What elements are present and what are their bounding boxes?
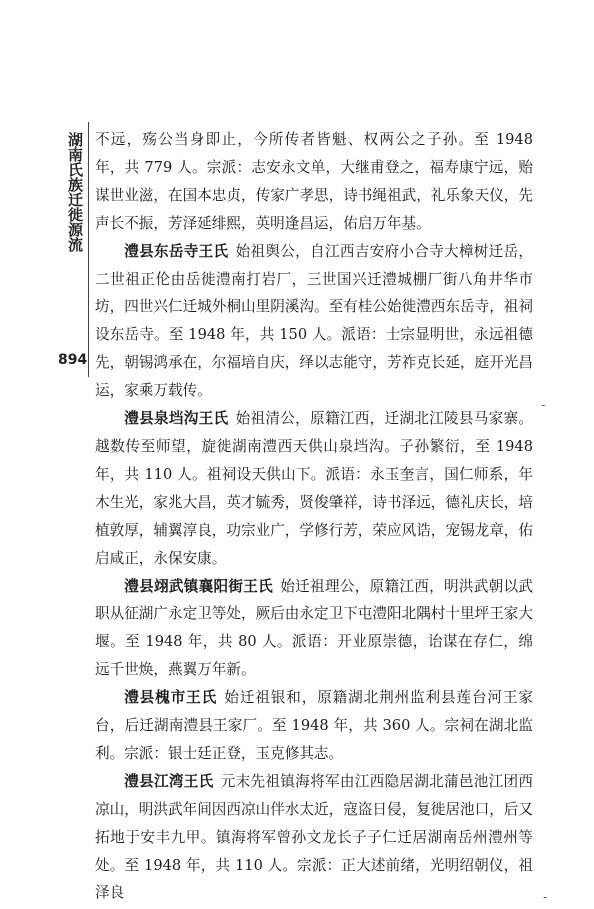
page-body bbox=[95, 126, 533, 907]
entry-title: 澧县东岳寺王氏 bbox=[124, 242, 229, 260]
scan-mark: - bbox=[543, 890, 548, 904]
entry-body: 始祖清公，原籍江西，迁湖北江陵县马家寨。越数传至师望，旋徙湖南澧西天供山泉垱沟。子孙繁衍，至 1948 年，共 110 人。祖祠设天供山下。派语：永玉奎言，国仁师系，年木生光，家兆大昌，英才毓秀，贤俊肇祥，诗书泽远，德礼庆长，培植敦厚，辅翼淳良，功宗业广，学修行芳，荣应风诰，宠锡龙章，佑启咸正，永保安康。 bbox=[95, 410, 533, 567]
side-divider bbox=[88, 122, 89, 377]
running-side-title: 湖南氏族迁徙源流 bbox=[66, 132, 84, 252]
entry-title: 澧县槐市王氏 bbox=[124, 689, 218, 707]
entry-title: 澧县泉垱沟王氏 bbox=[124, 410, 229, 428]
scan-mark: - bbox=[541, 398, 546, 412]
entry-title: 澧县江湾王氏 bbox=[124, 772, 214, 790]
entry-quandanggou bbox=[95, 405, 533, 572]
entry-huaishi bbox=[95, 684, 533, 768]
page-number: 894 bbox=[58, 352, 88, 368]
entry-body: 始迁祖银和，原籍湖北荆州监利县莲台河王家台，后迁湖南澧县王家厂。至 1948 年，共 360 人。宗祠在湖北监利。宗派：银士廷正登，玉克修其志。 bbox=[95, 689, 533, 762]
intro-paragraph: 不远，殇公当身即止，今所传者皆魁、权两公之子孙。至 1948 年，共 779 人。宗派：志安永文单，大继甫登之，福寿康宁远，贻谋世业滋，在国本忠贞，传家广孝思，诗书绳祖武，礼乐象天仪，先声长不振，芳泽延绯熙，英明逢昌运，佑启万年基。 bbox=[95, 131, 533, 232]
entry-dongyuesi bbox=[95, 238, 533, 405]
entry-title: 澧县翊武镇襄阳街王氏 bbox=[124, 577, 273, 595]
entry-body: 始祖舆公，自江西吉安府小合寺大樟树迁岳，二世祖正伦由岳徙澧南打岩厂，三世国兴迁澧城棚厂街八角井华市坊，四世兴仁迁城外桐山里阴溪沟。至有桂公始徙澧西东岳寺，祖祠设东岳寺。至 1948 年，共 150 人。派语：士宗显明世，永远祖德先，朝锡鸿承在，尔福培自庆，绎以志能守，芳祚克长延，庭开光昌运，家乘万载传。 bbox=[95, 242, 533, 400]
entry-body: 始迁祖理公，原籍江西，明洪武朝以武职从征湖广永定卫等处，厥后由永定卫下屯澧阳北隅村十里坪王家大堰。至 1948 年，共 80 人。派语：开业原崇德，诒谋在存仁，绵远千世焕，燕翼万年新。 bbox=[95, 577, 533, 679]
entry-jiangwan bbox=[95, 768, 533, 908]
entry-yiwuzhen bbox=[95, 573, 533, 685]
entry-body: 元末先祖镇海将军由江西隐居湖北蒲邑池江团西凉山，明洪武年间因西凉山伴水太近，寇盗日侵，复徙居池口，后又拓地于安丰九甲。镇海将军曾孙文龙长子子仁迁居湖南岳州澧州等处。至 1948 年，共 110 人。宗派：正大述前绪，光明绍朝仪，祖泽良 bbox=[95, 772, 533, 902]
